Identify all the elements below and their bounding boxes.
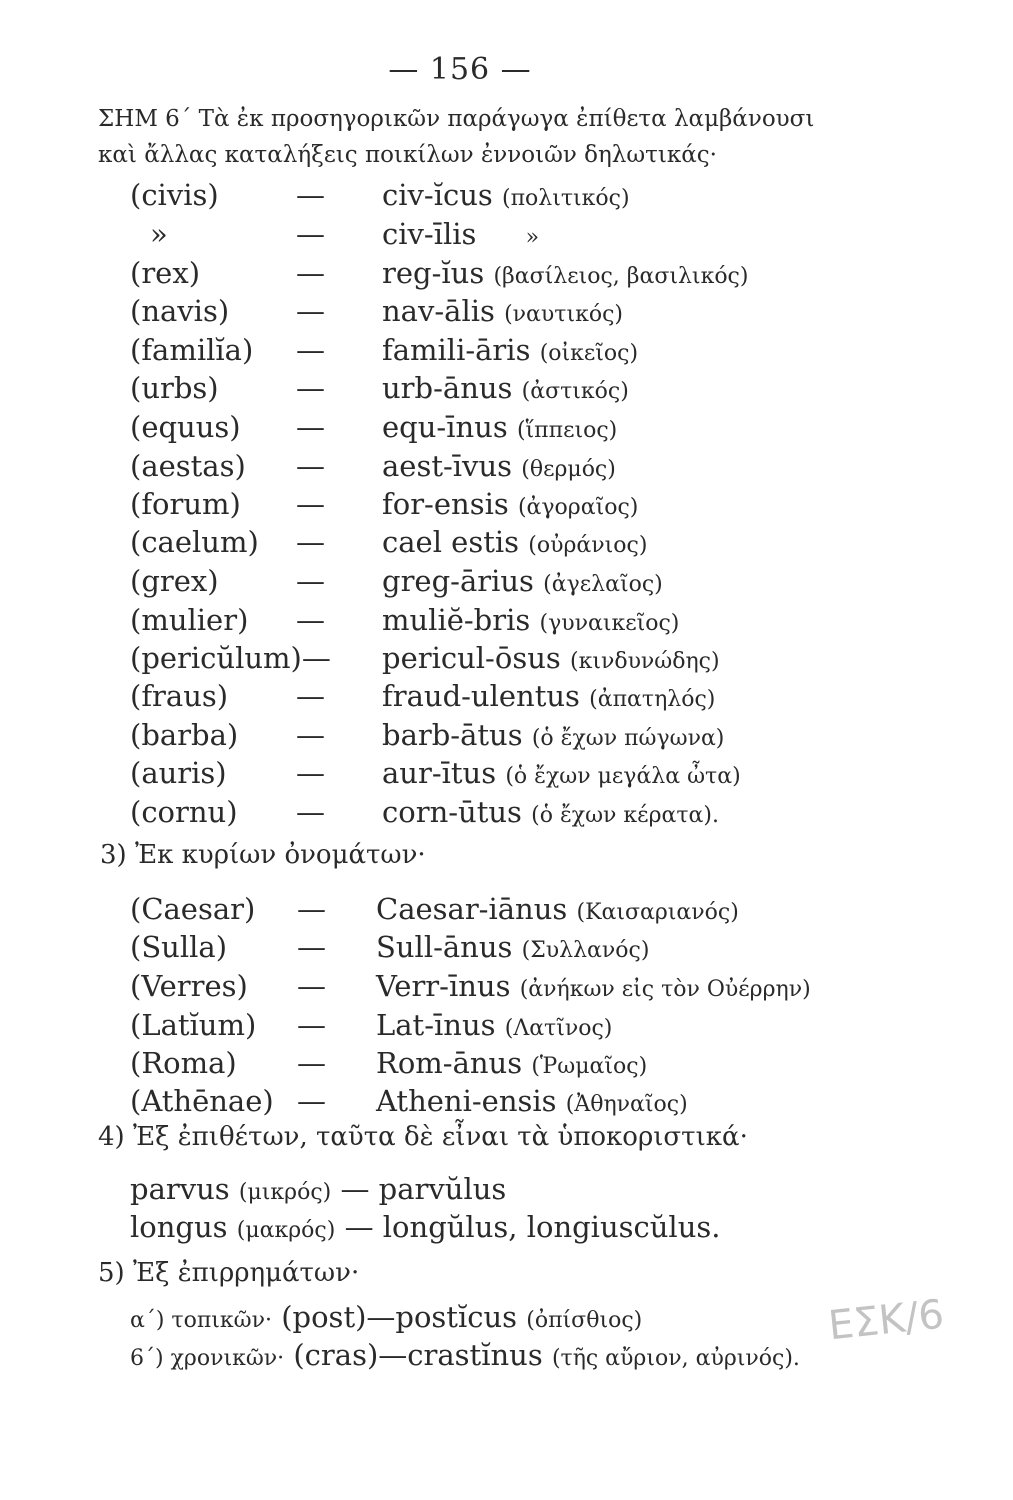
derived-word: aest-īvus (θερμός) xyxy=(382,449,616,483)
derived-word: famili-āris (οἰκεῖος) xyxy=(382,333,639,367)
greek-gloss: (ἀστικός) xyxy=(521,379,629,404)
dash: — xyxy=(297,1008,326,1042)
derived-word: fraud-ulentus (ἀπατηλός) xyxy=(382,679,716,713)
dash: — xyxy=(296,449,325,483)
dash: — xyxy=(297,1046,326,1080)
derived-word: Verr-īnus (ἀνήκων εἰς τὸν Οὐέρρην) xyxy=(376,969,811,1003)
greek-gloss: (τῆς αὔριον, αὐρινός). xyxy=(551,1346,800,1371)
greek-gloss: (κινδυνώδης) xyxy=(569,649,720,674)
greek-gloss: (Συλλανός) xyxy=(521,938,650,963)
derived-word: pericul-ōsus (κινδυνώδης) xyxy=(382,641,720,675)
greek-gloss: (Καισαριανός) xyxy=(576,900,739,925)
base-word: (Roma) xyxy=(130,1046,237,1080)
dash: — xyxy=(296,564,325,598)
dash: — xyxy=(296,178,325,212)
derived-word: nav-ālis (ναυτικός) xyxy=(382,294,623,328)
base-word: (civis) xyxy=(130,178,219,212)
adverb-row xyxy=(130,1300,642,1334)
base-word: » xyxy=(150,217,168,251)
derived-word: civ-īlis » xyxy=(382,217,540,251)
greek-gloss: (οὐράνιος) xyxy=(528,533,648,558)
dash: — xyxy=(296,294,325,328)
derived-word: reg-ĭus (βασίλειος, βασιλικός) xyxy=(382,256,749,290)
base-word: (auris) xyxy=(130,756,227,790)
greek-gloss: (ἀγελαῖος) xyxy=(543,572,663,597)
greek-gloss: (θερμός) xyxy=(521,457,616,482)
greek-gloss: (πολιτικός) xyxy=(502,186,630,211)
greek-gloss: (ἵππειος) xyxy=(516,418,618,443)
diminutive-form: — parvŭlus xyxy=(340,1172,507,1206)
base-word: (forum) xyxy=(130,487,241,521)
dash: — xyxy=(296,410,325,444)
base-word: (Caesar) xyxy=(130,892,256,926)
greek-gloss: (γυναικεῖος) xyxy=(539,611,680,636)
derived-word: barb-ātus (ὁ ἔχων πώγωνα) xyxy=(382,718,725,752)
dash: — xyxy=(297,930,326,964)
base-word: (aestas) xyxy=(130,449,246,483)
derived-word: equ-īnus (ἵππειος) xyxy=(382,410,618,444)
base-word: (cornu) xyxy=(130,795,238,829)
section-5-heading: 5) Ἐξ ἐπιρρημάτων· xyxy=(98,1258,360,1288)
section-3-heading: 3) Ἐκ κυρίων ὀνομάτων· xyxy=(100,840,426,870)
diminutive-row xyxy=(130,1210,721,1244)
note-line-1: ΣΗΜ 6΄ Τὰ ἐκ προσηγορικῶν παράγωγα ἐπίθετα λαμβάνουσι xyxy=(98,106,815,132)
greek-gloss: (ἀπατηλός) xyxy=(589,687,716,712)
dash: — xyxy=(296,256,325,290)
latin-adjective: parvus xyxy=(130,1172,230,1206)
dash: — xyxy=(296,795,325,829)
base-word: (grex) xyxy=(130,564,219,598)
greek-gloss: (ἀγοραῖος) xyxy=(517,495,639,520)
dash: — xyxy=(296,525,325,559)
adverb-row xyxy=(130,1338,800,1372)
dash: — xyxy=(296,679,325,713)
dash: — xyxy=(296,487,325,521)
dash: — xyxy=(296,217,325,251)
greek-gloss: (οἰκεῖος) xyxy=(539,341,639,366)
dash: — xyxy=(297,969,326,1003)
derived-word: corn-ūtus (ὁ ἔχων κέρατα). xyxy=(382,795,719,829)
latin-derivation: (post)—postĭcus xyxy=(281,1300,518,1334)
greek-gloss: (Ἀθηναῖος) xyxy=(565,1092,688,1117)
greek-gloss: (βασίλειος, βασιλικός) xyxy=(493,264,749,289)
derived-word: civ-ĭcus (πολιτικός) xyxy=(382,178,630,212)
base-word: (barba) xyxy=(130,718,239,752)
page-number: — 156 — xyxy=(388,52,532,87)
adverb-category: 6΄) χρονικῶν· xyxy=(130,1346,285,1371)
greek-gloss: (ὁ ἔχων μεγάλα ὦτα) xyxy=(505,764,741,789)
greek-gloss: » xyxy=(525,225,540,250)
note-line-2: καὶ ἄλλας καταλήξεις ποικίλων ἐννοιῶν δηλωτικάς· xyxy=(98,142,717,168)
adverb-category: α΄) τοπικῶν· xyxy=(130,1308,272,1333)
diminutive-form: — longŭlus, longiuscŭlus. xyxy=(344,1210,721,1244)
greek-gloss: (μικρός) xyxy=(238,1180,332,1205)
greek-gloss: (Λατῖνος) xyxy=(504,1016,613,1041)
section-4-heading: 4) Ἐξ ἐπιθέτων, ταῦτα δὲ εἶναι τὰ ὑποκοριστικά· xyxy=(98,1122,748,1152)
dash: — xyxy=(296,718,325,752)
derived-word: Rom-ānus (Ῥωμαῖος) xyxy=(376,1046,648,1080)
base-word: (fraus) xyxy=(130,679,229,713)
base-word: (pericŭlum)— xyxy=(130,641,331,675)
library-stamp: ΕΣΚ/6 xyxy=(826,1291,947,1350)
greek-gloss: (μακρός) xyxy=(236,1218,336,1243)
dash: — xyxy=(296,756,325,790)
derived-word: aur-ītus (ὁ ἔχων μεγάλα ὦτα) xyxy=(382,756,741,790)
dash: — xyxy=(296,603,325,637)
derived-word: Sull-ānus (Συλλανός) xyxy=(376,930,650,964)
derived-word: greg-ārius (ἀγελαῖος) xyxy=(382,564,663,598)
base-word: (Athēnae) xyxy=(130,1084,274,1118)
greek-gloss: (ὀπίσθιος) xyxy=(526,1308,643,1333)
base-word: (Sulla) xyxy=(130,930,228,964)
base-word: (Latĭum) xyxy=(130,1008,257,1042)
dash: — xyxy=(297,1084,326,1118)
greek-gloss: (Ῥωμαῖος) xyxy=(531,1054,648,1079)
base-word: (urbs) xyxy=(130,371,219,405)
base-word: (equus) xyxy=(130,410,241,444)
derived-word: muliĕ-bris (γυναικεῖος) xyxy=(382,603,680,637)
greek-gloss: (ὁ ἔχων κέρατα). xyxy=(531,803,719,828)
latin-derivation: (cras)—crastĭnus xyxy=(293,1338,543,1372)
derived-word: for-ensis (ἀγοραῖος) xyxy=(382,487,639,521)
derived-word: cael estis (οὐράνιος) xyxy=(382,525,648,559)
base-word: (familĭa) xyxy=(130,333,254,367)
derived-word: Lat-īnus (Λατῖνος) xyxy=(376,1008,613,1042)
greek-gloss: (ναυτικός) xyxy=(504,302,623,327)
base-word: (rex) xyxy=(130,256,201,290)
derived-word: Caesar-iānus (Καισαριανός) xyxy=(376,892,739,926)
greek-gloss: (ὁ ἔχων πώγωνα) xyxy=(531,726,725,751)
derived-word: Atheni-ensis (Ἀθηναῖος) xyxy=(376,1084,688,1118)
greek-gloss: (ἀνήκων εἰς τὸν Οὐέρρην) xyxy=(519,977,811,1002)
base-word: (navis) xyxy=(130,294,230,328)
base-word: (caelum) xyxy=(130,525,259,559)
latin-adjective: longus xyxy=(130,1210,228,1244)
derived-word: urb-ānus (ἀστικός) xyxy=(382,371,629,405)
diminutive-row xyxy=(130,1172,506,1206)
dash: — xyxy=(296,371,325,405)
base-word: (mulier) xyxy=(130,603,249,637)
base-word: (Verres) xyxy=(130,969,248,1003)
dash: — xyxy=(297,892,326,926)
dash: — xyxy=(296,333,325,367)
